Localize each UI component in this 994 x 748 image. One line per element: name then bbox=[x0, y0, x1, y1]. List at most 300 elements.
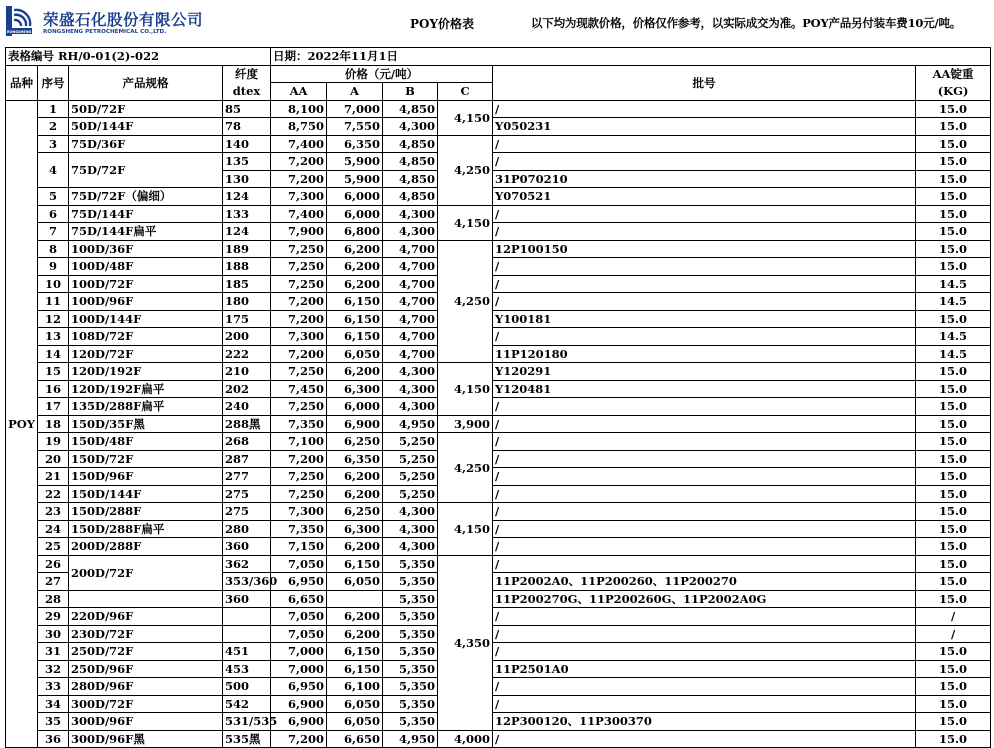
price-c-cell: 4,250 bbox=[438, 135, 493, 205]
price-aa-cell: 7,250 bbox=[271, 258, 327, 276]
seq-cell: 9 bbox=[38, 258, 69, 276]
table-row bbox=[6, 730, 991, 748]
batch-cell: / bbox=[493, 275, 916, 293]
price-c-cell: 4,150 bbox=[438, 100, 493, 135]
price-a-cell: 6,200 bbox=[327, 608, 383, 626]
spec-cell: 100D/144F bbox=[69, 310, 223, 328]
price-a-cell: 6,050 bbox=[327, 345, 383, 363]
price-b-cell: 4,850 bbox=[383, 170, 438, 188]
price-aa-cell: 7,200 bbox=[271, 293, 327, 311]
price-b-cell: 4,850 bbox=[383, 188, 438, 206]
weight-cell: 15.0 bbox=[916, 240, 991, 258]
col-b: B bbox=[383, 83, 438, 101]
price-aa-cell: 7,250 bbox=[271, 485, 327, 503]
price-c-cell: 4,250 bbox=[438, 433, 493, 503]
price-a-cell: 6,300 bbox=[327, 380, 383, 398]
batch-cell: / bbox=[493, 415, 916, 433]
table-row bbox=[6, 188, 991, 206]
seq-cell: 8 bbox=[38, 240, 69, 258]
dtex-cell: 288黑 bbox=[223, 415, 271, 433]
table-row bbox=[6, 275, 991, 293]
batch-cell: / bbox=[493, 223, 916, 241]
price-b-cell: 4,300 bbox=[383, 363, 438, 381]
weight-cell: 15.0 bbox=[916, 538, 991, 556]
price-a-cell: 6,200 bbox=[327, 363, 383, 381]
seq-cell: 11 bbox=[38, 293, 69, 311]
price-aa-cell: 7,050 bbox=[271, 608, 327, 626]
price-b-cell: 4,850 bbox=[383, 153, 438, 171]
table-row bbox=[6, 503, 991, 521]
table-row bbox=[6, 520, 991, 538]
spec-cell bbox=[69, 590, 223, 608]
dtex-cell: 268 bbox=[223, 433, 271, 451]
seq-cell: 19 bbox=[38, 433, 69, 451]
seq-cell: 14 bbox=[38, 345, 69, 363]
seq-cell: 28 bbox=[38, 590, 69, 608]
table-row bbox=[6, 258, 991, 276]
price-a-cell: 6,200 bbox=[327, 625, 383, 643]
price-a-cell: 6,150 bbox=[327, 555, 383, 573]
price-a-cell: 6,200 bbox=[327, 275, 383, 293]
price-a-cell: 6,000 bbox=[327, 398, 383, 416]
weight-cell: 15.0 bbox=[916, 135, 991, 153]
price-a-cell: 6,200 bbox=[327, 538, 383, 556]
logo-small-text: RONGSHENG bbox=[7, 30, 32, 34]
spec-cell: 150D/144F bbox=[69, 485, 223, 503]
dtex-cell: 277 bbox=[223, 468, 271, 486]
price-aa-cell: 6,650 bbox=[271, 590, 327, 608]
weight-cell: 15.0 bbox=[916, 485, 991, 503]
price-b-cell: 5,350 bbox=[383, 713, 438, 731]
weight-cell: 14.5 bbox=[916, 345, 991, 363]
weight-cell: 14.5 bbox=[916, 293, 991, 311]
col-variety: 品种 bbox=[6, 65, 38, 100]
price-aa-cell: 7,300 bbox=[271, 188, 327, 206]
table-row bbox=[6, 100, 991, 118]
seq-cell: 24 bbox=[38, 520, 69, 538]
price-a-cell: 6,900 bbox=[327, 415, 383, 433]
weight-cell: 15.0 bbox=[916, 503, 991, 521]
price-aa-cell: 7,000 bbox=[271, 660, 327, 678]
weight-cell: 15.0 bbox=[916, 170, 991, 188]
spec-cell: 150D/48F bbox=[69, 433, 223, 451]
col-price-group: 价格（元/吨） bbox=[271, 65, 493, 83]
col-c: C bbox=[438, 83, 493, 101]
price-b-cell: 4,300 bbox=[383, 398, 438, 416]
table-row bbox=[6, 643, 991, 661]
batch-cell: / bbox=[493, 258, 916, 276]
dtex-cell: 222 bbox=[223, 345, 271, 363]
price-a-cell: 6,050 bbox=[327, 713, 383, 731]
price-b-cell: 5,350 bbox=[383, 625, 438, 643]
price-b-cell: 5,250 bbox=[383, 450, 438, 468]
spec-cell: 50D/72F bbox=[69, 100, 223, 118]
dtex-cell: 531/535 bbox=[223, 713, 271, 731]
price-b-cell: 5,350 bbox=[383, 590, 438, 608]
price-a-cell: 6,150 bbox=[327, 660, 383, 678]
seq-cell: 12 bbox=[38, 310, 69, 328]
price-b-cell: 5,350 bbox=[383, 643, 438, 661]
spec-cell: 75D/72F（偏细） bbox=[69, 188, 223, 206]
price-a-cell: 6,150 bbox=[327, 293, 383, 311]
spec-cell: 230D/72F bbox=[69, 625, 223, 643]
weight-cell: 15.0 bbox=[916, 678, 991, 696]
price-b-cell: 4,700 bbox=[383, 293, 438, 311]
table-row bbox=[6, 678, 991, 696]
dtex-cell: 287 bbox=[223, 450, 271, 468]
batch-cell: / bbox=[493, 433, 916, 451]
batch-cell: / bbox=[493, 450, 916, 468]
price-b-cell: 5,250 bbox=[383, 433, 438, 451]
batch-cell: / bbox=[493, 205, 916, 223]
price-b-cell: 5,350 bbox=[383, 555, 438, 573]
price-a-cell: 6,350 bbox=[327, 450, 383, 468]
seq-cell: 13 bbox=[38, 328, 69, 346]
price-a-cell: 6,000 bbox=[327, 188, 383, 206]
dtex-cell: 175 bbox=[223, 310, 271, 328]
price-a-cell: 6,200 bbox=[327, 485, 383, 503]
price-a-cell: 6,200 bbox=[327, 258, 383, 276]
batch-cell: / bbox=[493, 293, 916, 311]
dtex-cell: 200 bbox=[223, 328, 271, 346]
price-a-cell: 6,300 bbox=[327, 520, 383, 538]
price-a-cell: 6,200 bbox=[327, 240, 383, 258]
price-a-cell: 7,550 bbox=[327, 118, 383, 136]
price-aa-cell: 7,300 bbox=[271, 328, 327, 346]
dtex-cell: 362 bbox=[223, 555, 271, 573]
price-a-cell: 6,150 bbox=[327, 328, 383, 346]
price-b-cell: 4,700 bbox=[383, 345, 438, 363]
price-a-cell: 6,050 bbox=[327, 695, 383, 713]
spec-cell: 200D/288F bbox=[69, 538, 223, 556]
batch-cell: Y100181 bbox=[493, 310, 916, 328]
weight-cell: 15.0 bbox=[916, 695, 991, 713]
batch-cell: / bbox=[493, 100, 916, 118]
table-row bbox=[6, 398, 991, 416]
batch-cell: / bbox=[493, 643, 916, 661]
seq-cell: 17 bbox=[38, 398, 69, 416]
col-spec: 产品规格 bbox=[69, 65, 223, 100]
dtex-cell: 140 bbox=[223, 135, 271, 153]
table-row bbox=[6, 293, 991, 311]
price-c-cell: 4,250 bbox=[438, 240, 493, 363]
price-b-cell: 4,300 bbox=[383, 520, 438, 538]
table-row bbox=[6, 135, 991, 153]
price-c-cell: 3,900 bbox=[438, 415, 493, 433]
price-aa-cell: 7,250 bbox=[271, 363, 327, 381]
table-row bbox=[6, 380, 991, 398]
seq-cell: 26 bbox=[38, 555, 69, 573]
weight-cell: 15.0 bbox=[916, 223, 991, 241]
spec-cell: 200D/72F bbox=[69, 555, 223, 590]
spec-cell: 300D/96F黑 bbox=[69, 730, 223, 748]
batch-cell: / bbox=[493, 520, 916, 538]
price-b-cell: 4,700 bbox=[383, 240, 438, 258]
price-c-cell: 4,150 bbox=[438, 363, 493, 416]
spec-cell: 100D/36F bbox=[69, 240, 223, 258]
weight-cell: 15.0 bbox=[916, 188, 991, 206]
price-a-cell: 6,100 bbox=[327, 678, 383, 696]
col-batch: 批号 bbox=[493, 65, 916, 100]
price-aa-cell: 7,200 bbox=[271, 450, 327, 468]
price-aa-cell: 7,400 bbox=[271, 205, 327, 223]
seq-cell: 32 bbox=[38, 660, 69, 678]
price-aa-cell: 6,900 bbox=[271, 695, 327, 713]
dtex-cell: 135 bbox=[223, 153, 271, 171]
spec-cell: 280D/96F bbox=[69, 678, 223, 696]
price-a-cell: 6,200 bbox=[327, 468, 383, 486]
seq-cell: 2 bbox=[38, 118, 69, 136]
weight-cell: 15.0 bbox=[916, 433, 991, 451]
spec-cell: 100D/48F bbox=[69, 258, 223, 276]
batch-cell: 31P070210 bbox=[493, 170, 916, 188]
table-row bbox=[6, 695, 991, 713]
dtex-cell: 124 bbox=[223, 188, 271, 206]
price-b-cell: 4,300 bbox=[383, 118, 438, 136]
price-b-cell: 5,250 bbox=[383, 468, 438, 486]
dtex-cell: 451 bbox=[223, 643, 271, 661]
price-b-cell: 5,350 bbox=[383, 678, 438, 696]
price-aa-cell: 7,250 bbox=[271, 275, 327, 293]
price-aa-cell: 7,200 bbox=[271, 310, 327, 328]
price-b-cell: 4,850 bbox=[383, 100, 438, 118]
spec-cell: 75D/72F bbox=[69, 153, 223, 188]
price-aa-cell: 7,250 bbox=[271, 398, 327, 416]
dtex-cell: 360 bbox=[223, 590, 271, 608]
col-weight bbox=[916, 65, 991, 100]
dtex-cell: 535黑 bbox=[223, 730, 271, 748]
price-a-cell: 6,800 bbox=[327, 223, 383, 241]
batch-cell: / bbox=[493, 485, 916, 503]
price-b-cell: 4,700 bbox=[383, 275, 438, 293]
dtex-cell bbox=[223, 625, 271, 643]
batch-cell: / bbox=[493, 608, 916, 626]
weight-cell: 14.5 bbox=[916, 275, 991, 293]
seq-cell: 6 bbox=[38, 205, 69, 223]
batch-cell: Y120291 bbox=[493, 363, 916, 381]
spec-cell: 75D/144F bbox=[69, 205, 223, 223]
weight-cell: / bbox=[916, 608, 991, 626]
dtex-cell: 189 bbox=[223, 240, 271, 258]
weight-cell: / bbox=[916, 625, 991, 643]
weight-cell: 15.0 bbox=[916, 153, 991, 171]
spec-cell: 250D/96F bbox=[69, 660, 223, 678]
batch-cell: / bbox=[493, 503, 916, 521]
batch-cell: / bbox=[493, 555, 916, 573]
price-notice: 以下均为现款价格，价格仅作参考，以实际成交为准。POY产品另付装车费10元/吨。 bbox=[531, 16, 962, 30]
company-name-en: RONGSHENG PETROCHEMICAL CO.,LTD. bbox=[43, 29, 167, 35]
batch-cell: 12P100150 bbox=[493, 240, 916, 258]
price-b-cell: 4,700 bbox=[383, 310, 438, 328]
weight-cell: 15.0 bbox=[916, 363, 991, 381]
table-row bbox=[6, 660, 991, 678]
seq-cell: 25 bbox=[38, 538, 69, 556]
batch-cell: / bbox=[493, 153, 916, 171]
price-b-cell: 5,350 bbox=[383, 660, 438, 678]
spec-cell: 108D/72F bbox=[69, 328, 223, 346]
col-a: A bbox=[327, 83, 383, 101]
spec-cell: 150D/96F bbox=[69, 468, 223, 486]
seq-cell: 20 bbox=[38, 450, 69, 468]
col-dtex bbox=[223, 65, 271, 100]
spec-cell: 75D/144F扁平 bbox=[69, 223, 223, 241]
price-a-cell: 6,250 bbox=[327, 503, 383, 521]
price-aa-cell: 7,300 bbox=[271, 503, 327, 521]
weight-cell: 15.0 bbox=[916, 590, 991, 608]
page-header bbox=[0, 0, 994, 46]
price-a-cell: 5,900 bbox=[327, 153, 383, 171]
seq-cell: 33 bbox=[38, 678, 69, 696]
weight-cell: 15.0 bbox=[916, 555, 991, 573]
price-aa-cell: 7,250 bbox=[271, 468, 327, 486]
price-b-cell: 5,350 bbox=[383, 573, 438, 591]
price-a-cell: 6,350 bbox=[327, 135, 383, 153]
table-row bbox=[6, 625, 991, 643]
col-dtex-bottom: dtex bbox=[232, 83, 261, 98]
price-a-cell: 5,900 bbox=[327, 170, 383, 188]
price-aa-cell: 7,150 bbox=[271, 538, 327, 556]
table-row bbox=[6, 433, 991, 451]
weight-cell: 15.0 bbox=[916, 730, 991, 748]
weight-cell: 15.0 bbox=[916, 415, 991, 433]
price-b-cell: 4,850 bbox=[383, 135, 438, 153]
spec-cell: 75D/36F bbox=[69, 135, 223, 153]
spec-cell: 135D/288F扁平 bbox=[69, 398, 223, 416]
price-c-cell: 4,150 bbox=[438, 205, 493, 240]
col-weight-bottom: (KG) bbox=[937, 83, 969, 98]
dtex-cell: 275 bbox=[223, 485, 271, 503]
seq-cell: 18 bbox=[38, 415, 69, 433]
dtex-cell: 130 bbox=[223, 170, 271, 188]
weight-cell: 15.0 bbox=[916, 713, 991, 731]
seq-cell: 30 bbox=[38, 625, 69, 643]
price-c-cell: 4,150 bbox=[438, 503, 493, 556]
seq-cell: 16 bbox=[38, 380, 69, 398]
spec-cell: 150D/288F bbox=[69, 503, 223, 521]
weight-cell: 15.0 bbox=[916, 520, 991, 538]
dtex-cell: 78 bbox=[223, 118, 271, 136]
spec-cell: 300D/72F bbox=[69, 695, 223, 713]
spec-cell: 120D/192F扁平 bbox=[69, 380, 223, 398]
seq-cell: 1 bbox=[38, 100, 69, 118]
dtex-cell: 280 bbox=[223, 520, 271, 538]
spec-cell: 150D/72F bbox=[69, 450, 223, 468]
table-row bbox=[6, 328, 991, 346]
price-c-cell: 4,350 bbox=[438, 555, 493, 730]
page-title: POY价格表 bbox=[410, 17, 475, 31]
price-aa-cell: 6,950 bbox=[271, 573, 327, 591]
price-a-cell: 6,250 bbox=[327, 433, 383, 451]
weight-cell: 15.0 bbox=[916, 573, 991, 591]
price-aa-cell: 7,100 bbox=[271, 433, 327, 451]
price-aa-cell: 7,200 bbox=[271, 153, 327, 171]
table-row bbox=[6, 205, 991, 223]
seq-cell: 22 bbox=[38, 485, 69, 503]
seq-cell: 15 bbox=[38, 363, 69, 381]
price-aa-cell: 8,750 bbox=[271, 118, 327, 136]
table-row bbox=[6, 555, 991, 573]
company-logo bbox=[6, 6, 204, 38]
table-row bbox=[6, 223, 991, 241]
dtex-cell: 542 bbox=[223, 695, 271, 713]
weight-cell: 15.0 bbox=[916, 100, 991, 118]
price-aa-cell: 7,000 bbox=[271, 643, 327, 661]
seq-cell: 10 bbox=[38, 275, 69, 293]
dtex-cell: 202 bbox=[223, 380, 271, 398]
price-a-cell: 6,000 bbox=[327, 205, 383, 223]
batch-cell: 11P120180 bbox=[493, 345, 916, 363]
weight-cell: 15.0 bbox=[916, 660, 991, 678]
seq-cell: 27 bbox=[38, 573, 69, 591]
seq-cell: 29 bbox=[38, 608, 69, 626]
price-aa-cell: 7,200 bbox=[271, 730, 327, 748]
price-a-cell: 7,000 bbox=[327, 100, 383, 118]
weight-cell: 15.0 bbox=[916, 643, 991, 661]
weight-cell: 14.5 bbox=[916, 328, 991, 346]
dtex-cell: 210 bbox=[223, 363, 271, 381]
weight-cell: 15.0 bbox=[916, 468, 991, 486]
price-b-cell: 4,300 bbox=[383, 380, 438, 398]
dtex-cell: 240 bbox=[223, 398, 271, 416]
spec-cell: 300D/96F bbox=[69, 713, 223, 731]
weight-cell: 15.0 bbox=[916, 258, 991, 276]
form-number: 表格编号 RH/0-01(2)-022 bbox=[6, 48, 271, 66]
batch-cell: / bbox=[493, 538, 916, 556]
batch-cell: 12P300120、11P300370 bbox=[493, 713, 916, 731]
price-aa-cell: 7,450 bbox=[271, 380, 327, 398]
weight-cell: 15.0 bbox=[916, 205, 991, 223]
col-seq: 序号 bbox=[38, 65, 69, 100]
col-weight-top: AA锭重 bbox=[932, 66, 974, 81]
seq-cell: 34 bbox=[38, 695, 69, 713]
table-row bbox=[6, 468, 991, 486]
spec-cell: 150D/288F扁平 bbox=[69, 520, 223, 538]
price-aa-cell: 8,100 bbox=[271, 100, 327, 118]
seq-cell: 36 bbox=[38, 730, 69, 748]
price-b-cell: 5,350 bbox=[383, 695, 438, 713]
spec-cell: 100D/72F bbox=[69, 275, 223, 293]
price-a-cell: 6,650 bbox=[327, 730, 383, 748]
dtex-cell bbox=[223, 608, 271, 626]
dtex-cell: 188 bbox=[223, 258, 271, 276]
company-name-cn: 荣盛石化股份有限公司 bbox=[43, 11, 204, 29]
dtex-cell: 360 bbox=[223, 538, 271, 556]
spec-cell: 50D/144F bbox=[69, 118, 223, 136]
seq-cell: 31 bbox=[38, 643, 69, 661]
price-b-cell: 4,300 bbox=[383, 205, 438, 223]
price-b-cell: 5,350 bbox=[383, 608, 438, 626]
dtex-cell: 275 bbox=[223, 503, 271, 521]
batch-cell: / bbox=[493, 695, 916, 713]
col-dtex-top: 纤度 bbox=[235, 66, 258, 81]
table-row bbox=[6, 363, 991, 381]
price-c-cell: 4,000 bbox=[438, 730, 493, 748]
dtex-cell: 500 bbox=[223, 678, 271, 696]
price-aa-cell: 7,900 bbox=[271, 223, 327, 241]
dtex-cell: 185 bbox=[223, 275, 271, 293]
batch-cell: Y050231 bbox=[493, 118, 916, 136]
price-aa-cell: 7,250 bbox=[271, 240, 327, 258]
price-aa-cell: 7,050 bbox=[271, 625, 327, 643]
batch-cell: / bbox=[493, 398, 916, 416]
batch-cell: 11P2002A0、11P200260、11P200270 bbox=[493, 573, 916, 591]
table-row bbox=[6, 415, 991, 433]
table-row bbox=[6, 153, 991, 171]
table-row bbox=[6, 310, 991, 328]
price-b-cell: 4,700 bbox=[383, 258, 438, 276]
price-b-cell: 4,700 bbox=[383, 328, 438, 346]
weight-cell: 15.0 bbox=[916, 398, 991, 416]
